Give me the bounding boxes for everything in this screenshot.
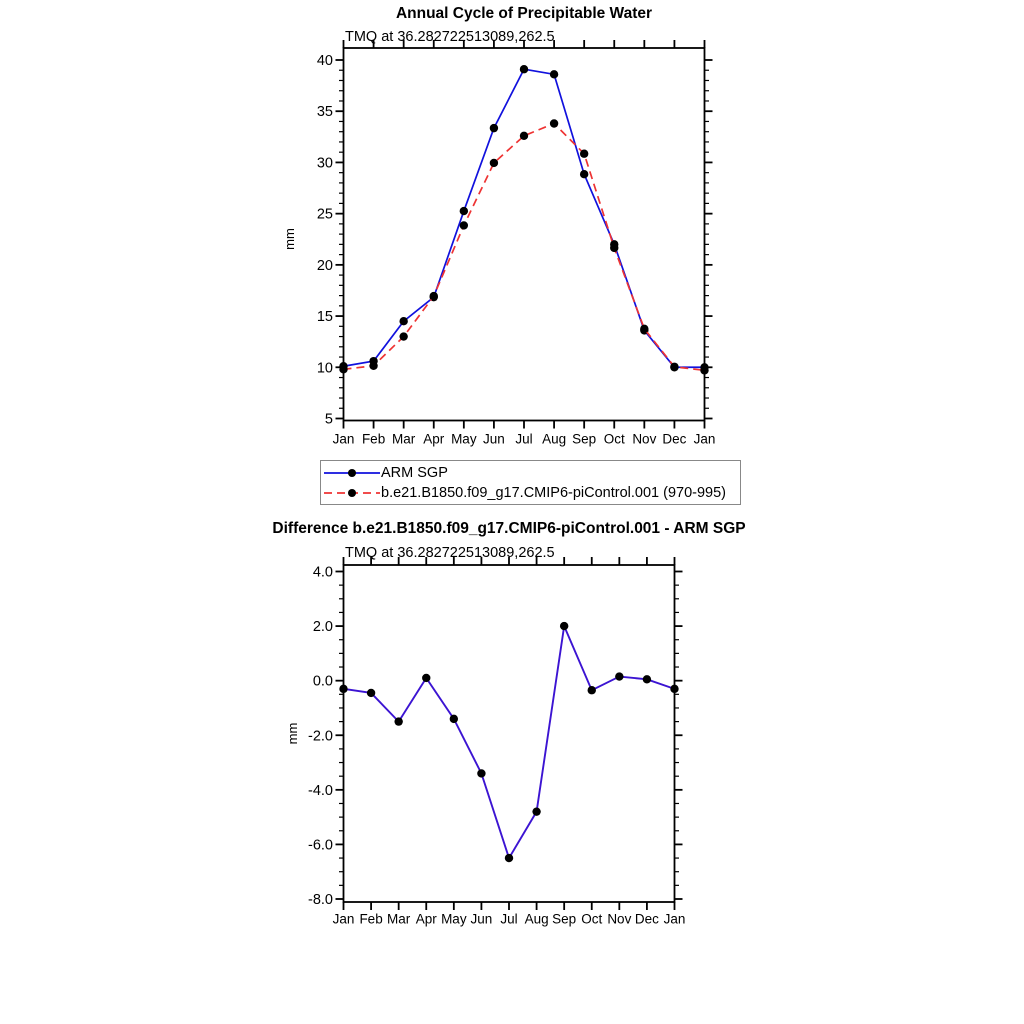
legend-label-model: b.e21.B1850.f09_g17.CMIP6-piControl.001 (970-995) [381,484,727,501]
y-tick-label: 0.0 [312,673,333,690]
data-point-marker [460,207,468,215]
y-tick-label: -6.0 [308,837,333,854]
y-axis-label: mm [282,228,297,250]
x-tick-label: Jun [470,911,493,927]
y-tick-label: 10 [316,360,333,377]
data-point-marker [490,159,498,167]
data-point-marker [610,244,618,252]
data-point-marker [339,365,347,373]
data-point-marker [670,685,678,693]
annual-cycle-title: Annual Cycle of Precipitable Water [395,5,653,22]
y-tick-label: -8.0 [308,892,333,908]
data-point-marker [430,292,438,300]
series-line-0 [344,626,675,858]
data-point-marker [532,807,540,815]
data-point-marker [369,362,377,370]
data-point-marker [640,325,648,333]
x-tick-label: May [441,911,467,927]
data-point-marker [700,366,708,374]
series-line-0 [344,69,705,367]
x-tick-label: Feb [359,911,383,927]
data-point-marker [505,854,513,862]
data-point-marker [339,685,347,693]
data-point-marker [477,769,485,777]
x-tick-label: Aug [542,431,567,447]
x-tick-label: Jul [515,431,533,447]
data-point-marker [520,132,528,140]
difference-chart [285,557,685,927]
x-tick-label: Mar [392,431,416,447]
y-tick-label: 30 [316,155,333,172]
data-point-marker [394,717,402,725]
legend-marker-dot [348,489,356,497]
data-point-marker [367,689,375,697]
difference-title: Difference b.e21.B1850.f09_g17.CMIP6-piControl.001 - ARM SGP [272,520,746,537]
x-tick-label: Oct [581,911,603,927]
data-point-marker [670,363,678,371]
x-tick-label: Nov [632,431,657,447]
x-tick-label: Jul [500,911,518,927]
y-tick-label: 25 [316,206,333,223]
x-tick-label: Mar [387,911,411,927]
legend-marker-dot [348,469,356,477]
data-point-marker [490,124,498,132]
data-point-marker [520,65,528,73]
legend-solid-line-icon [323,467,381,479]
x-tick-label: Dec [634,911,659,927]
y-tick-label: 40 [316,53,333,69]
series-line-1 [344,124,705,371]
legend-item-arm-sgp [321,463,740,483]
y-tick-label: 2.0 [312,619,333,636]
y-tick-label: 4.0 [312,564,333,581]
data-point-marker [588,686,596,694]
x-tick-label: Jun [483,431,505,447]
data-point-marker [399,317,407,325]
y-axis-label: mm [285,722,300,745]
x-tick-label: Dec [662,431,687,447]
x-tick-label: May [451,431,477,447]
y-tick-label: -2.0 [308,728,333,745]
x-tick-label: Jan [663,911,686,927]
y-tick-label: 5 [324,411,333,428]
x-tick-label: Sep [552,911,577,927]
x-tick-label: Oct [603,431,625,447]
legend-label-arm-sgp: ARM SGP [381,464,448,481]
plot-frame [344,48,705,421]
annual-cycle-subtitle: TMQ at 36.282722513089,262.5 [345,29,555,45]
data-point-marker [399,332,407,340]
y-tick-label: 20 [316,257,333,274]
data-point-marker [580,170,588,178]
x-tick-label: Feb [361,431,386,447]
data-point-marker [615,672,623,680]
y-tick-label: -4.0 [308,782,333,799]
x-tick-label: Jan [332,911,355,927]
legend-dashed-line-icon [323,487,381,499]
x-tick-label: Jan [332,431,355,447]
data-point-marker [580,150,588,158]
y-tick-label: 35 [316,104,333,121]
chart-legend [320,460,741,505]
data-point-marker [550,70,558,78]
legend-item-model [321,483,740,503]
difference-subtitle: TMQ at 36.282722513089,262.5 [345,545,555,561]
data-point-marker [460,221,468,229]
x-tick-label: Aug [524,911,549,927]
data-point-marker [450,715,458,723]
annual-cycle-chart [282,40,715,447]
data-point-marker [560,622,568,630]
x-tick-label: Apr [423,431,445,447]
x-tick-label: Nov [607,911,632,927]
data-point-marker [422,674,430,682]
data-point-marker [643,675,651,683]
x-tick-label: Apr [415,911,437,927]
x-tick-label: Jan [693,431,716,447]
plot-frame [344,565,675,902]
x-tick-label: Sep [572,431,597,447]
data-point-marker [550,119,558,127]
y-tick-label: 15 [316,309,333,326]
